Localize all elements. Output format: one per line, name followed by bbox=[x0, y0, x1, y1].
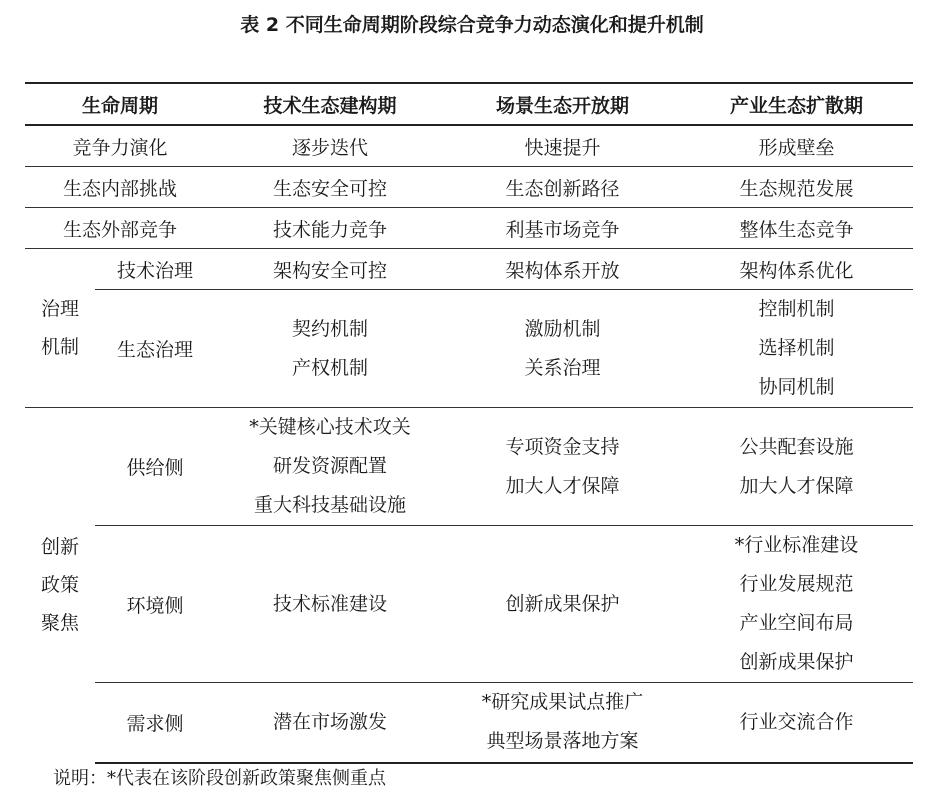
cell: 形成壁垒 bbox=[680, 125, 913, 167]
cell: 激励机制 关系治理 bbox=[445, 290, 680, 408]
row-supply-side bbox=[25, 408, 913, 526]
row-environment-side bbox=[25, 526, 913, 683]
cell: 架构体系开放 bbox=[445, 249, 680, 290]
innovation-group-label: 创新 政策 聚焦 bbox=[40, 536, 79, 635]
cell: 潜在市场激发 bbox=[215, 683, 445, 763]
cell: 控制机制 选择机制 协同机制 bbox=[680, 290, 913, 408]
demand-side-label: 需求侧 bbox=[95, 683, 215, 763]
cell: 生态规范发展 bbox=[680, 167, 913, 208]
cell: 快速提升 bbox=[445, 125, 680, 167]
row-competitiveness bbox=[25, 125, 913, 167]
cell: 架构安全可控 bbox=[215, 249, 445, 290]
header-industry-diffusion: 产业生态扩散期 bbox=[680, 83, 913, 125]
supply-side-label: 供给侧 bbox=[95, 408, 215, 526]
cell: 技术能力竞争 bbox=[215, 208, 445, 249]
environment-side-label: 环境侧 bbox=[95, 526, 215, 683]
header-tech-construction: 技术生态建构期 bbox=[215, 83, 445, 125]
row-label: 生态内部挑战 bbox=[25, 167, 215, 208]
header-scene-open: 场景生态开放期 bbox=[445, 83, 680, 125]
cell: 生态安全可控 bbox=[215, 167, 445, 208]
cell: 行业交流合作 bbox=[680, 683, 913, 763]
cell: *研究成果试点推广 典型场景落地方案 bbox=[445, 683, 680, 763]
governance-group-label: 治理 机制 bbox=[25, 249, 95, 408]
cell: 利基市场竞争 bbox=[445, 208, 680, 249]
lifecycle-table bbox=[25, 82, 913, 764]
header-row bbox=[25, 83, 913, 125]
cell: 创新成果保护 bbox=[445, 526, 680, 683]
cell: 架构体系优化 bbox=[680, 249, 913, 290]
row-demand-side bbox=[25, 683, 913, 763]
eco-governance-label: 生态治理 bbox=[95, 290, 215, 408]
header-lifecycle: 生命周期 bbox=[25, 83, 215, 125]
table-caption: 表 2 不同生命周期阶段综合竞争力动态演化和提升机制 bbox=[240, 14, 704, 36]
cell: 专项资金支持 加大人才保障 bbox=[445, 408, 680, 526]
table-note: 说明：*代表在该阶段创新政策聚焦侧重点 bbox=[53, 768, 386, 789]
cell: 生态创新路径 bbox=[445, 167, 680, 208]
row-internal-challenge bbox=[25, 167, 913, 208]
row-label: 生态外部竞争 bbox=[25, 208, 215, 249]
row-external-competition bbox=[25, 208, 913, 249]
cell: 逐步迭代 bbox=[215, 125, 445, 167]
cell: *行业标准建设 行业发展规范 产业空间布局 创新成果保护 bbox=[680, 526, 913, 683]
row-tech-governance bbox=[25, 249, 913, 290]
cell: *关键核心技术攻关 研发资源配置 重大科技基础设施 bbox=[215, 408, 445, 526]
cell: 契约机制 产权机制 bbox=[215, 290, 445, 408]
tech-governance-label: 技术治理 bbox=[95, 249, 215, 290]
cell: 技术标准建设 bbox=[215, 526, 445, 683]
row-label: 竞争力演化 bbox=[25, 125, 215, 167]
cell: 公共配套设施 加大人才保障 bbox=[680, 408, 913, 526]
cell: 整体生态竞争 bbox=[680, 208, 913, 249]
row-eco-governance bbox=[25, 290, 913, 408]
